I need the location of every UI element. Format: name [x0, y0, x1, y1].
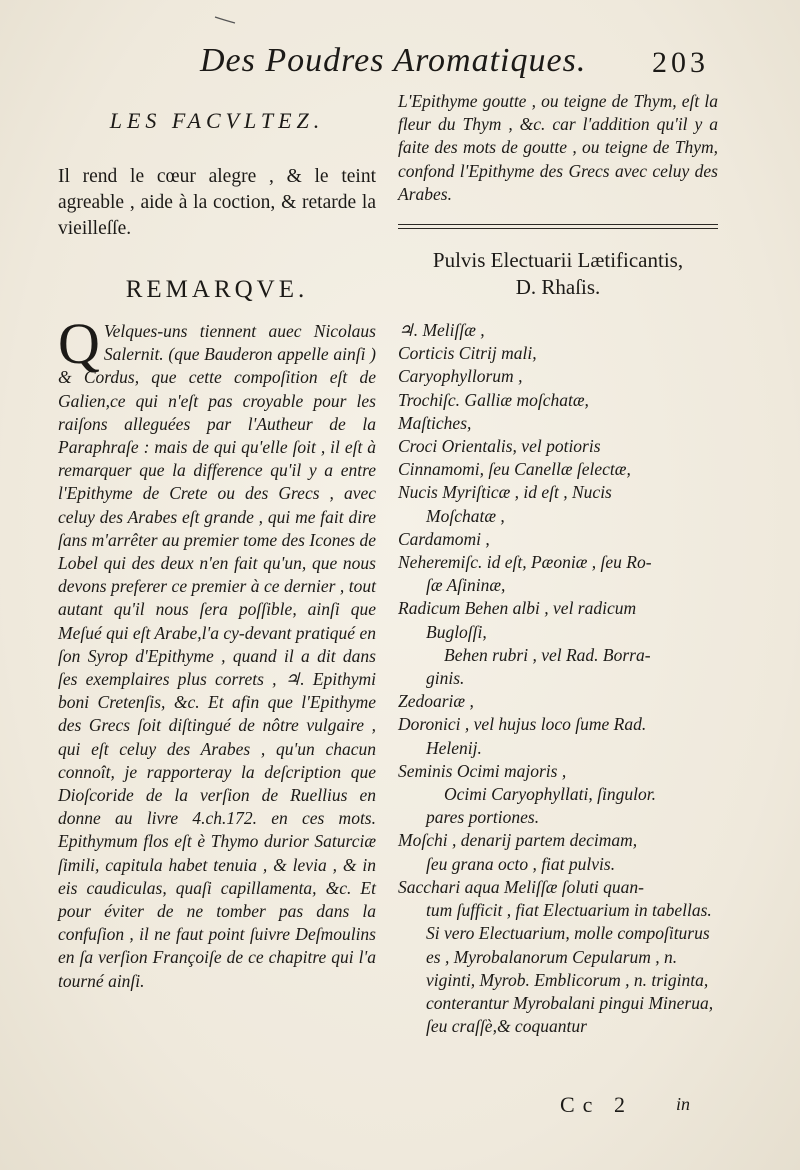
- ingredient-main: Trochiſc. Galliæ moſchatæ,: [398, 389, 589, 410]
- drop-cap: Q: [58, 311, 100, 376]
- page-header: [0, 38, 800, 88]
- ingredient-list: [398, 319, 718, 1038]
- ingredient-item: [398, 644, 718, 690]
- ingredient-item: [398, 458, 718, 481]
- ingredient-item: [398, 690, 718, 713]
- ingredient-continuation: pares portiones.: [426, 807, 540, 828]
- ingredient-item: [398, 713, 718, 759]
- ingredient-item: [398, 551, 718, 597]
- ingredient-item: [398, 435, 718, 458]
- ingredient-continuation: Moſchatæ ,: [426, 505, 505, 526]
- ingredient-continuation: ginis.: [426, 668, 465, 689]
- ingredient-continuation: Helenij.: [426, 737, 482, 758]
- ingredient-main: Radicum Behen albi , vel radicum: [398, 598, 637, 619]
- signature-mark: Cc 2: [560, 1092, 633, 1117]
- right-column: [398, 90, 718, 1038]
- ingredient-main: Doronici , vel hujus loco ſume Rad.: [398, 714, 647, 735]
- ingredient-main: Neheremiſc. id eſt, Pæoniæ , ſeu Ro-: [398, 552, 652, 573]
- ingredient-main: Maſtiches,: [398, 412, 472, 433]
- ingredient-main: Corticis Citrij mali,: [398, 343, 537, 364]
- ingredient-main: Cinnamomi, ſeu Canellæ ſelectæ,: [398, 459, 631, 480]
- ingredient-item: [398, 597, 718, 643]
- ingredient-continuation: ſeu grana octo , fiat pulvis.: [426, 853, 616, 874]
- remarque-text: Velques-uns tiennent auec Nicolaus Salernit. (que Bauderon appelle ainſi ) & Cordus, que cette compoſition eſt de Galien,ce qui n'eſt pas croyable pour les raiſons alleguées par l'Autheur de la Paraphraſe : mais de qui qu'elle ſoit , il eſt à remarquer que la difference qu'il y a entre l'Epithyme de Crete ou des Grecs , avec celuy des Arabes eſt grande , qui me fait dire ſans m'arrêter au premier tome des Icones de Lobel qui des deux n'en fait qu'un, que nous devons preferer ce premier à ce dernier , tout autant qu'il nous ſera poſſible, ainſi que Meſué qui eſt Arabe,l'a cy-devant pratiqué en ſon Syrop d'Epithyme , quand il a dit dans ſes exemplaires plus correts , ♃. Epithymi boni Cretenſis, &c. Et afin que l'Epithyme des Grecs ſoit diſtingué de nôtre vulgaire , qui eſt celuy des Arabes , qu'un chacun connoît, je rapporteray la deſcription que Dioſcoride de la verſion de Ruellius en donne au livre 4.ch.172. en ces mots. Epithymum flos eſt è Thymo durior Saturciæ ſimili, capitula habet tenuia , & levia , & in eis caudiculas, quaſi capillamenta, &c. Et pour éviter de ne tomber pas dans la confuſion , il ne faut point ſuivre Deſmoulins en ſa verſion Françoiſe de ce chapitre qui l'a tourné ainſi.: [58, 321, 376, 991]
- ingredient-item: [398, 829, 718, 875]
- ingredient-main: Seminis Ocimi majoris ,: [398, 760, 567, 781]
- recipe-title: [398, 247, 718, 301]
- remarque-paragraph: [58, 311, 376, 993]
- ingredient-continuation: Bugloſſi,: [426, 621, 487, 642]
- page-number: 203: [652, 46, 709, 79]
- running-title: Des Poudres Aromatiques.: [200, 42, 587, 79]
- left-column: [58, 90, 376, 993]
- ingredient-item: [398, 760, 718, 830]
- ingredient-item: [398, 528, 718, 551]
- ingredient-sub: Ocimi Caryophyllati, ſingulor.: [444, 784, 656, 805]
- ingredient-main: Caryophyllorum ,: [398, 366, 523, 387]
- recipe-title-line1: Pulvis Electuarii Lætificantis,: [432, 248, 684, 273]
- ingredient-item: [398, 876, 718, 1038]
- facultez-text: Il rend le cœur alegre , & le teint agreable , aide à la coction, & retarde la vieilleſſe.: [58, 166, 376, 239]
- ingredient-continuation: tum ſufficit , fiat Electuarium in tabellas. Si vero Electuarium, molle compoſiturus es , Myrobalanorum Cepularum , n. viginti, Myrob. Emblicorum , n. triginta, conterantur Myrobalani pingui Minerua, ſeu craſſè,& coquantur: [426, 900, 714, 1037]
- ingredient-main: Nucis Myriſticæ , id eſt , Nucis: [398, 482, 612, 503]
- ingredient-main: Zedoariæ ,: [398, 691, 474, 712]
- ingredient-main: Sacchari aqua Meliſſæ ſoluti quan-: [398, 876, 644, 897]
- ingredient-item: [398, 319, 718, 342]
- ingredient-item: [398, 481, 718, 527]
- ingredient-main: Croci Orientalis, vel potioris: [398, 436, 601, 457]
- ingredient-continuation: ſæ Aſininæ,: [426, 575, 506, 596]
- ingredient-item: [398, 342, 718, 365]
- section-rule: [398, 224, 718, 229]
- ingredient-item: [398, 389, 718, 412]
- ingredient-sub: Behen rubri , vel Rad. Borra-: [444, 644, 651, 665]
- ingredient-item: [398, 365, 718, 388]
- epithyme-text: L'Epithyme goutte , ou teigne de Thym, eſt la fleur du Thym , &c. car l'addition qu'il y a faite des mots de goutte , ou teigne de Thym, confond l'Epithyme des Grecs avec celuy des Arabes.: [398, 91, 718, 204]
- ingredient-main: ♃. Meliſſæ ,: [398, 320, 485, 341]
- catchword: in: [676, 1094, 691, 1114]
- ingredient-item: [398, 412, 718, 435]
- remarque-heading: REMARQVE.: [125, 276, 309, 303]
- ingredient-main: Moſchi , denarij partem decimam,: [398, 830, 638, 851]
- ink-mark-icon: [214, 14, 236, 24]
- facultez-heading: LES FACVLTEZ.: [109, 108, 325, 133]
- ingredient-main: Cardamomi ,: [398, 528, 490, 549]
- recipe-title-line2: D. Rhaſis.: [515, 275, 601, 300]
